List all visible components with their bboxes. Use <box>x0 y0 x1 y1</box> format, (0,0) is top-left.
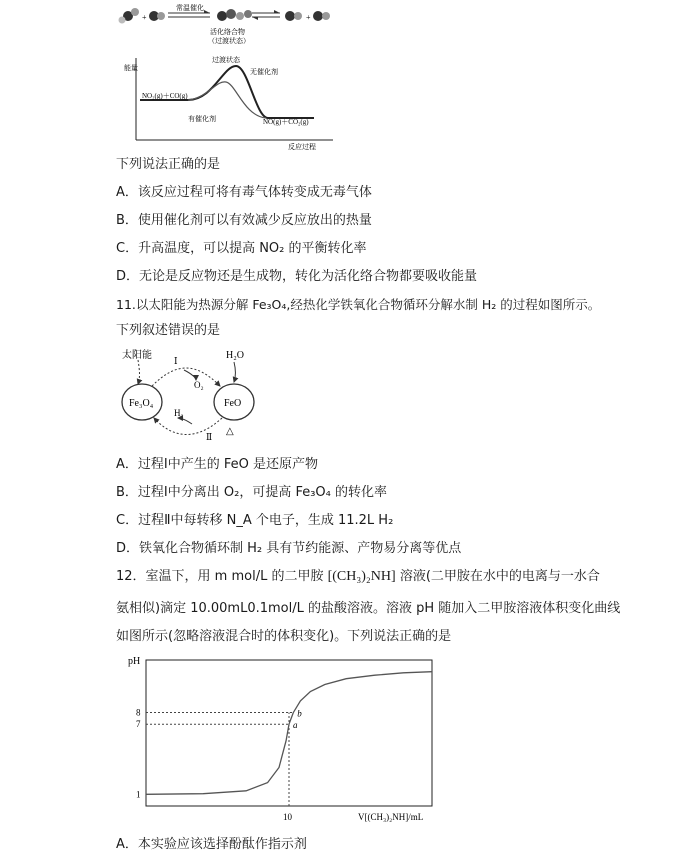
y-tick-7: 7 <box>136 719 141 730</box>
q11-option-c: C．过程Ⅱ中每转移 N_A 个电子，生成 11.2L H₂ <box>116 513 394 528</box>
arrow-top-label: 常温催化 <box>176 4 204 12</box>
point-label-b: b <box>297 708 302 719</box>
heat-symbol: △ <box>226 426 234 437</box>
q12-stem-part1: 12．室温下，用 m mol/L 的二甲胺 <box>116 569 324 584</box>
cycle-diagram-svg <box>116 344 276 444</box>
q10-stem: 下列说法正确的是 <box>116 157 221 172</box>
q10-option-a: A．该反应过程可将有毒气体转变成无毒气体 <box>116 185 372 200</box>
molecule-activated <box>217 9 252 21</box>
fe3o4-label: Fe₃O₄ <box>129 398 154 409</box>
with-catalyst-label: 有催化剂 <box>188 115 216 123</box>
q12-stem-line2: 氨相似)滴定 10.00mL0.1mol/L 的盐酸溶液。溶液 pH 随加入二甲胺溶液体积变化曲线 <box>116 601 621 616</box>
iron-oxide-cycle-figure <box>116 344 276 444</box>
products-label: NO(g)＋CO₂(g) <box>263 118 309 126</box>
ph-titration-chart <box>126 650 436 826</box>
q12-option-a: A．本实验应该选择酚酞作指示剂 <box>116 837 307 852</box>
molecule-no-co2 <box>285 11 330 22</box>
h2o-label: H₂O <box>226 350 244 361</box>
q12-stem-line1 <box>116 568 600 586</box>
energy-diagram-svg <box>118 0 348 150</box>
dimethylamine-formula: [(CH₃)₂NH] <box>327 569 396 584</box>
q11-stem-line2: 下列叙述错误的是 <box>116 323 221 338</box>
y-axis-label: pH <box>128 656 141 667</box>
x-axis-label: V[(CH₃)₂NH]/mL <box>358 812 424 822</box>
y-tick-8: 8 <box>136 707 141 718</box>
solar-energy-label: 太阳能 <box>122 350 152 361</box>
q11-option-d: D．铁氧化合物循环制 H₂ 具有节约能源、产物易分离等优点 <box>116 541 462 556</box>
transition-paren-label: （过渡状态） <box>208 37 250 45</box>
q10-option-d: D．无论是反应物还是生成物，转化为活化络合物都要吸收能量 <box>116 269 478 284</box>
x-tick-10: 10 <box>283 812 292 822</box>
svg-text:+: + <box>142 13 147 22</box>
activated-complex-label: 活化络合物 <box>210 28 245 36</box>
q12-stem-line3: 如图所示(忽略溶液混合时的体积变化)。下列说法正确的是 <box>116 629 452 644</box>
ph-chart-svg <box>126 650 436 826</box>
q10-option-c: C．升高温度，可以提高 NO₂ 的平衡转化率 <box>116 241 367 256</box>
q11-option-b: B．过程Ⅰ中分离出 O₂，可提高 Fe₃O₄ 的转化率 <box>116 485 388 500</box>
o2-label: O₂ <box>194 380 204 390</box>
point-label-a: a <box>293 720 298 731</box>
reactants-label: NO₂(g)＋CO(g) <box>142 92 188 100</box>
q10-option-b: B．使用催化剂可以有效减少反应放出的热量 <box>116 213 372 228</box>
energy-axis-label: 能量 <box>124 64 138 72</box>
h2-label: H₂ <box>174 408 184 418</box>
step2-label: Ⅱ <box>206 432 213 442</box>
q12-stem-part2: 溶液(二甲胺在水中的电离与一水合 <box>399 569 600 584</box>
reaction-energy-figure <box>118 0 348 150</box>
molecule-no2-co <box>119 8 166 24</box>
q11-option-a: A．过程Ⅰ中产生的 FeO 是还原产物 <box>116 457 318 472</box>
y-tick-1: 1 <box>136 789 141 800</box>
step1-label: Ⅰ <box>174 356 178 366</box>
no-catalyst-label: 无催化剂 <box>250 68 278 76</box>
reaction-process-label: 反应过程 <box>288 143 316 150</box>
q11-stem-line1: 11.以太阳能为热源分解 Fe₃O₄,经热化学铁氧化合物循环分解水制 H₂ 的过程如图所示。 <box>116 297 601 312</box>
feo-label: FeO <box>224 398 242 409</box>
peak-label: 过渡状态 <box>212 56 240 64</box>
svg-text:+: + <box>306 13 311 22</box>
